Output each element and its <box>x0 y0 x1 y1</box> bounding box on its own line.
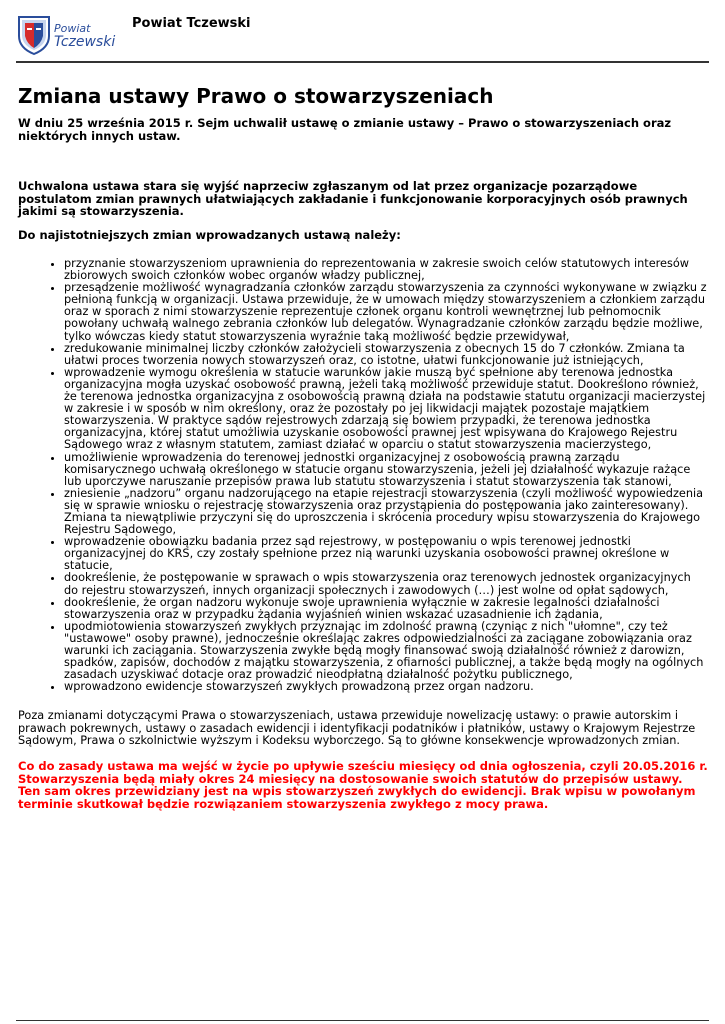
list-item: • wprowadzono ewidencje stowarzyszeń zwykłych prowadzoną przez organ nadzoru. <box>64 681 708 693</box>
site-title[interactable]: Powiat Tczewski <box>132 16 251 31</box>
coat-of-arms-logo <box>16 14 52 56</box>
page-header <box>16 8 709 60</box>
site-logo[interactable] <box>16 14 126 66</box>
list-item: • dookreślenie, że organ nadzoru wykonuje swoje uprawnienia wyłącznie w zakresie legalności działalności stowarzyszenia oraz w przypadku żądania wyjaśnień winien wskazać uzasadnienie ich żądania, <box>64 597 708 621</box>
list-item: • upodmiotowienia stowarzyszeń zwykłych przyznając im zdolność prawną (czyniąc z nich "ułomne", czy też "ustawowe" osoby prawne), jednocześnie określając zakres odpowiedzialności za zaciągane zobowiązania oraz warunki ich zaciągania. Stowarzyszenia zwykłe będą mogły finansować swoją działalność również z darowizn, spadków, zapisów, dochodów z majątku stowarzyszenia, z ofiarności publicznej, a także będą mogły na ogólnych zasadach uzyskiwać dotacje oraz prowadzić nieodpłatną działalność pożytku publicznego, <box>64 621 708 681</box>
notice-paragraph: Co do zasady ustawa ma wejść w życie po upływie sześciu miesięcy od dnia ogłoszenia, czyli 20.05.2016 r. Stowarzyszenia będą miały okres 24 miesięcy na dostosowanie swoich statutów do przepisów ustawy. Ten sam okres przewidziany jest na wpis stowarzyszeń zwykłych do ewidencji. Brak wpisu w powołanym terminie skutkował będzie rozwiązaniem stowarzyszenia zwykłego z mocy prawa. <box>18 758 708 812</box>
article-title: Zmiana ustawy Prawo o stowarzyszeniach <box>18 84 494 108</box>
footer-divider <box>16 1020 709 1021</box>
list-item: • przesądzenie możliwość wynagradzania członków zarządu stowarzyszenia za czynności wykonywane w związku z pełnioną funkcją w organizacji. Ustawa przewiduje, że w umowach między stowarzyszeniem a członkiem zarządu oraz w sporach z nimi stowarzyszenie reprezentuje członek organu kontroli wewnętrznej lub pełnomocnik powołany uchwałą walnego zebrania członków lub delegatów. Wynagradzanie członków zarządu będzie możliwe, tylko wówczas kiedy statut stowarzyszenia wyraźnie taką możliwość będzie przewidywał, <box>64 282 708 342</box>
list-item: • umożliwienie wprowadzenia do terenowej jednostki organizacyjnej z osobowością prawną zarządu komisarycznego uchwałą określonego w statucie organu stowarzyszenia, jeżeli jej działalność wykazuje rażące lub uporczywe naruszanie przepisów prawa lub statutu stowarzyszenia i statut stowarzyszenia tak stanowi, <box>64 452 708 488</box>
closing-paragraph: Poza zmianami dotyczącymi Prawa o stowarzyszeniach, ustawa przewiduje nowelizację ustawy: o prawie autorskim i prawach pokrewnych, ustawy o zasadach ewidencji i identyfikacji podatników i płatników, ustawy o Krajowym Rejestrze Sądowym, Prawa o szkolnictwie wyższym i Kodeksu wyborczego. Są to główne konsekwencje wprowadzonych zmian. <box>18 709 696 747</box>
list-item: • zniesienie „nadzoru” organu nadzorującego na etapie rejestracji stowarzyszenia (czyli możliwość wypowiedzenia się w sprawie wniosku o rejestrację stowarzyszenia oraz przystąpienia do postępowania jako zainteresowany). Zmiana ta niewątpliwie przyczyni się do uproszczenia i skrócenia procedury wpisu stowarzyszenia do Krajowego Rejestru Sądowego, <box>64 488 708 536</box>
list-item: • przyznanie stowarzyszeniom uprawnienia do reprezentowania w zakresie swoich celów statutowych interesów zbiorowych swoich członków wobec organów władzy publicznej, <box>64 258 708 282</box>
changes-list <box>18 258 708 693</box>
logo-line-2: Tczewski <box>54 34 116 50</box>
logo-line-1: Powiat <box>54 22 91 35</box>
list-item: • wprowadzenie obowiązku badania przez sąd rejestrowy, w postępowaniu o wpis terenowej jednostki organizacyjnej do KRS, czy zostały spełnione przez nią warunki uzyskania osobowości prawnej określone w statucie, <box>64 536 708 572</box>
article-lead: W dniu 25 września 2015 r. Sejm uchwalił ustawę o zmianie ustawy – Prawo o stowarzyszeniach oraz niektórych innych ustaw. <box>18 116 672 143</box>
list-item: • zredukowanie minimalnej liczby członków założycieli stowarzyszenia z obecnych 15 do 7 członków. Zmiana ta ułatwi proces tworzenia nowych stowarzyszeń oraz, co istotne, ułatwi funkcjonowanie już istniejących, <box>64 343 708 367</box>
article-intro: Uchwalona ustawa stara się wyjść naprzeciw zgłaszanym od lat przez organizacje pozarządowe postulatom zmian prawnych ułatwiających zakładanie i funkcjonowanie korporacyjnych osób prawnych jakimi są stowarzyszenia. <box>18 179 688 218</box>
article-content <box>18 84 708 811</box>
list-heading: Do najistotniejszych zmian wprowadzanych ustawą należy: <box>18 227 401 242</box>
list-item: • wprowadzenie wymogu określenia w statucie warunków jakie muszą być spełnione aby terenowa jednostka organizacyjna mogła uzyskać osobowość prawną, jeżeli taką możliwość przewiduje statut. Dookreślono również, że terenowa jednostka organizacyjna z osobowością prawną działa na podstawie statutu organizacji macierzystej w zakresie i w sposób w nim określony, oraz że pozostały po jej likwidacji majątek pozostaje majątkiem stowarzyszenia. W praktyce sądów rejestrowych zdarzają się bowiem przypadki, że terenowa jednostka organizacyjna, której statut umożliwia uzyskanie osobowości prawnej jest wpisywana do Krajowego Rejestru Sądowego wraz z własnym statutem, zamiast działać w oparciu o statut stowarzyszenia macierzystego, <box>64 367 708 452</box>
header-divider <box>16 61 709 63</box>
list-item: • dookreślenie, że postępowanie w sprawach o wpis stowarzyszenia oraz terenowych jednostek organizacyjnych do rejestru stowarzyszeń, innych organizacji społecznych i zawodowych (…) jest wolne od opłat sądowych, <box>64 572 708 596</box>
